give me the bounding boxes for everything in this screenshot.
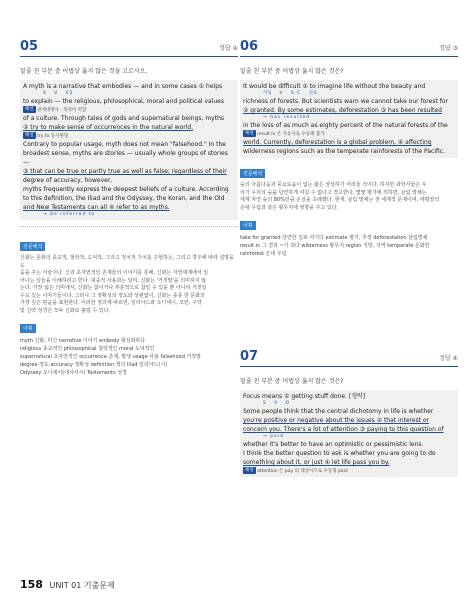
translation-line: 온대 우림과 같은 황무지에 영향을 주고 있다. [240, 204, 339, 211]
note-badge: 해설 [25, 107, 34, 112]
unit-label: UNIT 01 기출문제 [49, 581, 115, 590]
note-badge: 해설 [25, 133, 34, 138]
passage-line: something about it, or just ④ let life pass you by. [243, 459, 390, 466]
q07-header [240, 350, 458, 367]
translation-title: 전문해석 [20, 242, 45, 251]
grammar-note: 해설 result in 은 자동사로 수동태 불가 [245, 131, 325, 137]
translation-text [20, 255, 238, 315]
grammar-marker: S V O [263, 401, 291, 406]
passage-line: whether it's better to have an optimistic or pessimistic lens. [243, 441, 424, 448]
note-badge: 해설 [245, 131, 254, 136]
passage-line: world. Currently, deforestation is a global problem, ④ affecting [243, 139, 432, 146]
translation-title: 전문해석 [240, 169, 265, 178]
translation-line: 어나는 일들을 이해하려고 한다. 대중적 사용과는 달리, 신화는 '거짓말'을 의미하지 않 [20, 277, 207, 284]
q06-passage [240, 80, 458, 158]
grammar-marker: → paid [263, 434, 284, 439]
q05-header [20, 40, 238, 57]
vocab-line: religious 종교적인 philosophical 철학적인 moral 도덕적인 [20, 346, 155, 352]
passage-line: richness of forests. But scientists warn we cannot take our forest for [243, 98, 448, 105]
vocab-line: degree 정도 accuracy 정확성 definition 정의 Iliad 일리아드(시) [20, 362, 168, 368]
passage-line: to explain — the religious, philosophical, moral and political values [23, 98, 224, 105]
q05-passage [20, 80, 238, 220]
q07-passage [240, 390, 458, 477]
grammar-marker: 가S V S.C 진S [263, 91, 318, 96]
passage-line: ② try to make sense of occurrences in the natural world. [23, 124, 194, 131]
passage-line: of a culture. Through tales of gods and supernatural beings, myths [23, 115, 224, 122]
answer-label: 정답 ③ [439, 45, 458, 52]
passage-line: wilderness regions such as the temperate rainforests of the Pacific. [243, 148, 446, 155]
question-number: 06 [240, 39, 259, 54]
passage-line: It would be difficult ① to imagine life without the beauty and [243, 83, 426, 90]
passage-line: ③ that can be true or partly true as well as false; regardless of their [23, 168, 227, 175]
translation-line: 는다. 가장 넓은 의미에서, 신화는 참이거나 부분적으로 참일 수 있을 뿐 아니라 거짓일 [20, 285, 207, 291]
question-text: 밑줄 친 부분 중 어법상 옳지 않은 것은? [240, 68, 344, 75]
question-text: 밑줄 친 부분 중 어법상 옳지 않은 것은? [240, 378, 344, 385]
vocab-line: rainforest 온대 우림 [240, 251, 287, 257]
vocab-line: take for granted 당연한 일로 여기다 estimate 평가, 추정 deforestation 삼림벌채 [240, 235, 428, 241]
question-text: 밑줄 친 부분 중 어법상 옳지 않은 것을 고르시오. [20, 68, 148, 75]
grammar-note: 해설 attention 은 pay 의 대상이므로 수동형 paid [245, 468, 348, 474]
passage-line: concern you. There's a lot of attention ③ paying to this question of [243, 426, 444, 433]
section-divider [20, 226, 238, 227]
vocab-line: myth 신화, 미신 narrative 이야기 embody 형상화하다 [20, 338, 146, 344]
q05-body [20, 60, 238, 377]
translation-line: 세계 자연 숲의 80%만큼 손실을 초래했다. 현재, 삼림 벌채는 전 세계적 문제이며, 태평양의 [240, 197, 440, 203]
passage-line: to this definition, the Iliad and the Odyssey, the Koran, and the Old [23, 195, 225, 202]
vocab-title: 어휘 [20, 324, 36, 333]
grammar-marker: → has resulted [263, 115, 310, 120]
passage-line: myths frequently express the deepest beliefs of a culture. According [23, 186, 229, 193]
q06-body [240, 60, 458, 258]
q06-header [240, 40, 458, 57]
passage-line: in the loss of as much as eighty percent of the natural forests of the [243, 122, 448, 129]
passage-line: broadest sense, myths are stories — usually whole groups of stories — [23, 150, 228, 166]
translation-line: 숲의 아름다움과 풍요로움이 없는 삶은 상상하기 어려울 것이다. 하지만 과학자들은 우 [240, 182, 427, 188]
q07-body [240, 370, 458, 479]
vocab-title: 어휘 [240, 221, 256, 230]
passage-line: Some people think that the central dichotomy in life is whether [243, 408, 434, 415]
translation-line: 신화는 문화의 종교적, 철학적, 도덕적, 그리고 정치적 가치를 구현하는, 그리고 경우에 따라 설명을 도 [20, 255, 234, 269]
grammar-note: 해설 관계대명사 · 목적어 역할 [25, 107, 87, 113]
translation-line: 수도 있는 이야기들이다. 그러나 그 정확성의 정도와 상관없이, 신화는 종종 한 문화의 [20, 292, 205, 299]
passage-line: Contrary to popular usage, myth does not mean "falsehood." In the [23, 141, 226, 148]
page-number: 158 [20, 578, 43, 591]
passage-line: degree of accuracy, however, [23, 177, 113, 184]
vocab-line: Odyssey 오디세이(대서사시) Testaments 성경 [20, 370, 127, 376]
passage-line: I think the better question to ask is whether you are going to do [243, 450, 436, 457]
vocab-list [20, 337, 238, 377]
vocab-line: supernatural 초자연적인 occurrence 존재, 발생 usage 사용 falsehood 거짓말 [20, 354, 201, 360]
translation-text [240, 182, 458, 212]
vocab-list [240, 234, 458, 258]
question-number: 07 [240, 349, 259, 364]
translation-line: 및 신약 성경은 모두 신화로 불릴 수 있다. [20, 307, 110, 314]
passage-line: A myth is a narrative that embodies — and in some cases ① helps [23, 83, 223, 90]
passage-line: ② granted. By some estimates, deforestation ③ has been resulted [243, 107, 442, 114]
note-badge: 해설 [245, 468, 254, 473]
translation-line: 리가 우리의 숲을 당연하게 여길 수 없다고 경고한다. 몇몇 평가에 의하면, 삼림 벌채는 [240, 189, 427, 196]
passage-line: you're positive or negative about the issues ② that interest or [243, 417, 430, 424]
page-footer [20, 578, 115, 591]
passage-line: and New Testaments can all ④ refer to as myths. [23, 204, 170, 211]
grammar-marker: S V V2 [43, 91, 74, 96]
answer-label: 정답 ④ [439, 355, 458, 362]
translation-line: 가장 깊은 믿음을 표현한다. 이러한 정의에 따르면, 일리아드와 오디세이, 코란, 구약 [20, 300, 202, 306]
answer-label: 정답 ④ [219, 45, 238, 52]
grammar-note: 해설 try to 동사원형 [25, 133, 69, 139]
passage-line: Focus means ① getting stuff done. [생략] [243, 393, 366, 400]
grammar-marker: → be referred to [43, 212, 96, 217]
vocab-line: result in 그 결과 ~가 되다 wilderness 황무지 region 지방, 지역 temperate 온화한 [240, 243, 430, 249]
question-number: 05 [20, 39, 39, 54]
translation-line: 움을 주는 서술이다. 신과 초자연적인 존재들의 이야기를 통해, 신화는 자연세계에서 일 [20, 270, 209, 276]
